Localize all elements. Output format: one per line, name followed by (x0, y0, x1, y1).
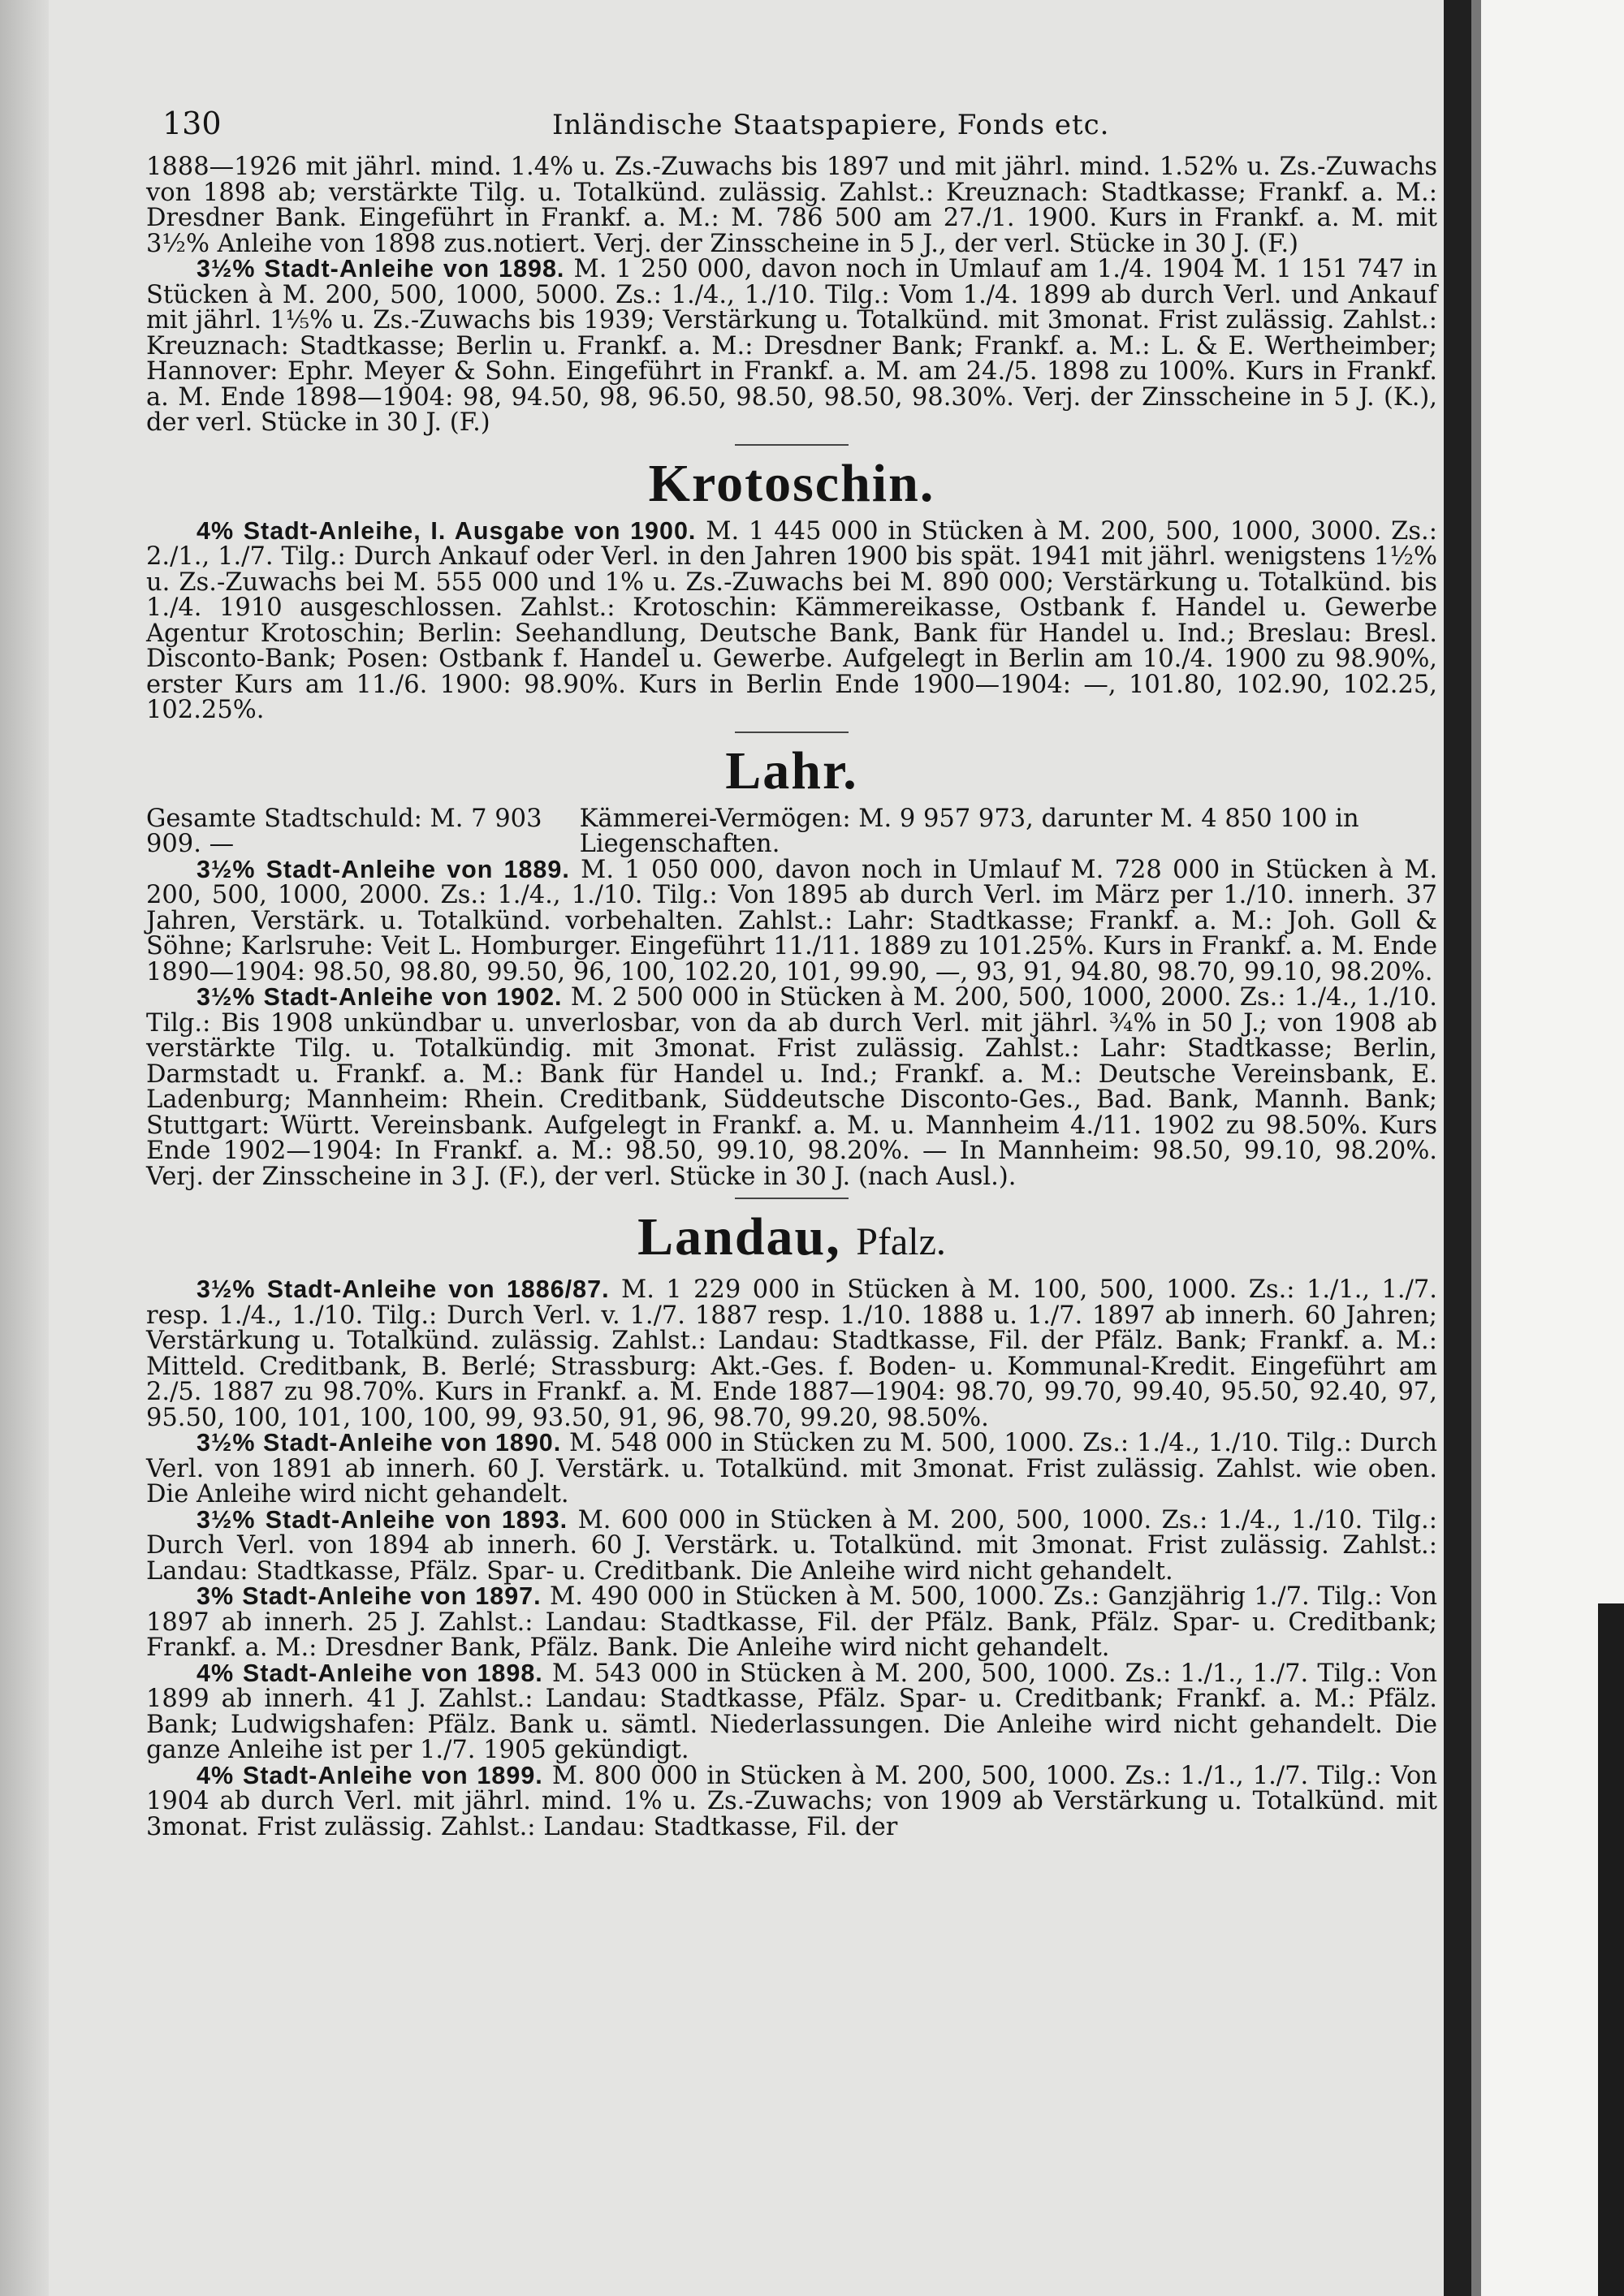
loan-title: 3½% Stadt-Anleihe von 1898. (197, 255, 565, 283)
book-binding-edge (1471, 0, 1481, 2296)
loan-text: M. 1 445 000 in Stücken à M. 200, 500, 1000, 3000. Zs.: 2./1., 1./7. Tilg.: Durch Ankauf oder Verl. in den Jahren 1900 bis spät. 1941 mit jährl. wenigstens 1½% u. Zs.-Zuwachs bei M. 555 000 und 1% u. Zs.-Zuwachs bei M. 890 000; Verstärkung u. Totalkünd. bis 1./4. 1910 ausgeschlossen. Zahlst.: Krotoschin: Kämmereikasse, Ostbank f. Handel u. Gewerbe Agentur Krotoschin; Berlin: Seehandlung, Deutsche Bank, Bank für Handel u. Ind.; Breslau: Bresl. Disconto-Bank; Posen: Ostbank f. Handel u. Gewerbe. Aufgelegt in Berlin am 10./4. 1900 zu 98.90%, erster Kurs am 11./6. 1900: 98.90%. Kurs in Berlin Ende 1900—1904: —, 101.80, 102.90, 102.25, 102.25%. (146, 516, 1437, 724)
running-title: Inländische Staatspapiere, Fonds etc. (552, 109, 1110, 141)
loan-title: 3% Stadt-Anleihe von 1897. (197, 1582, 542, 1610)
loan-title: 3½% Stadt-Anleihe von 1902. (197, 983, 563, 1011)
section-divider (735, 1198, 849, 1199)
loan-title: 4% Stadt-Anleihe, I. Ausgabe von 1900. (197, 516, 697, 545)
loan-entry (146, 516, 1437, 724)
page-header (146, 97, 1437, 154)
loan-entry (146, 985, 1437, 1189)
page-number: 130 (162, 106, 222, 141)
loan-title: 4% Stadt-Anleihe von 1898. (197, 1659, 543, 1687)
loan-entry (146, 1763, 1437, 1841)
loan-entry (146, 1661, 1437, 1763)
loan-text: M. 543 000 in Stücken à M. 200, 500, 1000. Zs.: 1./1., 1./7. Tilg.: Von 1899 ab innerh. 41 J. Zahlst.: Landau: Stadtkasse, Pfälz. Spar- u. Creditbank; Frankf. a. M.: Pfälz. Bank; Ludwigshafen: Pfälz. Bank u. sämtl. Niederlassungen. Die Anleihe wird nicht gehandelt. Die ganze Anleihe ist per 1./7. 1905 gekündigt. (146, 1659, 1437, 1764)
city-heading-landau (146, 1202, 1437, 1277)
loan-title: 3½% Stadt-Anleihe von 1890. (197, 1429, 562, 1457)
city-region: Pfalz. (856, 1220, 946, 1263)
debt-assets: Kämmerei-Vermögen: M. 9 957 973, darunter M. 4 850 100 in Liegenschaften. (579, 804, 1359, 858)
scan-edge-marker (1598, 1603, 1624, 2296)
city-debt-summary (146, 806, 1437, 857)
intro-paragraph: 1888—1926 mit jährl. mind. 1.4% u. Zs.-Zuwachs bis 1897 und mit jährl. mind. 1.52% u. Zs.-Zuwachs von 1898 ab; verstärkte Tilg. u. Totalkünd. zulässig. Zahlst.: Kreuznach: Stadtkasse; Frankf. a. M.: Dresdner Bank. Eingeführt in Frankf. a. M.: M. 786 500 am 27./1. 1900. Kurs in Frankf. a. M. mit 3½% Anleihe von 1898 zus.notiert. Verj. der Zinsscheine in 5 J., der verl. Stücke in 30 J. (F.) (146, 153, 1437, 258)
section-divider (735, 444, 849, 446)
debt-label: Gesamte Stadtschuld: M. 7 903 909. — (146, 804, 542, 858)
loan-entry (146, 257, 1437, 436)
book-binding-shadow (1444, 0, 1471, 2296)
scan-left-margin (0, 0, 49, 2296)
loan-text: M. 1 229 000 in Stücken à M. 100, 500, 1000. Zs.: 1./1., 1./7. resp. 1./4., 1./10. Tilg.: Durch Verl. v. 1./7. 1887 resp. 1./10. 1888 u. 1./7. 1897 ab innerh. 60 Jahren; Verstärkung u. Totalkünd. zulässig. Zahlst.: Landau: Stadtkasse, Fil. der Pfälz. Bank; Frankf. a. M.: Mitteld. Creditbank, B. Berlé; Strassburg: Akt.-Ges. f. Boden- u. Kommunal-Kredit. Eingeführt am 2./5. 1887 zu 98.70%. Kurs in Frankf. a. M. Ende 1887—1904: 98.70, 99.70, 99.40, 95.50, 92.40, 97, 95.50, 100, 101, 100, 100, 99, 93.50, 91, 96, 98.70, 99.20, 98.50%. (146, 1275, 1438, 1432)
loan-entry (146, 857, 1437, 986)
loan-entry (146, 1505, 1437, 1586)
loan-title: 3½% Stadt-Anleihe von 1886/87. (197, 1275, 610, 1303)
loan-title: 3½% Stadt-Anleihe von 1893. (197, 1505, 568, 1534)
loan-entry (146, 1277, 1437, 1431)
loan-text: M. 1 050 000, davon noch in Umlauf M. 728 000 in Stücken à M. 200, 500, 1000, 2000. Zs.: 1./4., 1./10. Tilg.: Von 1895 ab durch Verl. im März per 1./10. innerh. 37 Jahren, Verstärk. u. Totalkünd. vorbehalten. Zahlst.: Lahr: Stadtkasse; Frankf. a. M.: Joh. Goll & Söhne; Karlsruhe: Veit L. Homburger. Eingeführt 11./11. 1889 zu 101.25%. Kurs in Frankf. a. M. Ende 1890—1904: 98.50, 98.80, 99.50, 96, 100, 102.20, 101, 99.90, —, 93, 91, 94.80, 98.70, 99.10, 98.20%. (146, 855, 1438, 986)
loan-title: 4% Stadt-Anleihe von 1899. (197, 1761, 543, 1789)
loan-text: M. 800 000 in Stücken à M. 200, 500, 1000. Zs.: 1./1., 1./7. Tilg.: Von 1904 ab durch Verl. mit jährl. mind. 1% u. Zs.-Zuwachs; von 1909 ab Verstärkung u. Totalkünd. mit 3monat. Frist zulässig. Zahlst.: Landau: Stadtkasse, Fil. der (146, 1761, 1437, 1841)
book-page (146, 97, 1437, 1840)
loan-text: M. 2 500 000 in Stücken à M. 200, 500, 1000, 2000. Zs.: 1./4., 1./10. Tilg.: Bis 1908 unkündbar u. unverlosbar, von da ab durch Verl. mit jährl. ¾% in 50 J.; von 1908 ab verstärkte Tilg. u. Totalkündig. mit 3monat. Frist zulässig. Zahlst.: Lahr: Stadtkasse; Berlin, Darmstadt u. Frankf. a. M.: Bank für Handel u. Ind.; Frankf. a. M.: Deutsche Vereinsbank, E. Ladenburg; Mannheim: Rhein. Creditbank, Süddeutsche Disconto-Ges., Bad. Bank, Mannh. Bank; Stuttgart: Württ. Vereinsbank. Aufgelegt in Frankf. a. M. u. Mannheim 4./11. 1902 zu 98.50%. Kurs Ende 1902—1904: In Frankf. a. M.: 98.50, 99.10, 98.20%. — In Mannheim: 98.50, 99.10, 98.20%. Verj. der Zinsscheine in 3 J. (F.), der verl. Stücke in 30 J. (nach Ausl.). (146, 983, 1437, 1191)
loan-entry (146, 1431, 1437, 1508)
loan-title: 3½% Stadt-Anleihe von 1889. (197, 855, 570, 883)
loan-text: M. 548 000 in Stücken zu M. 500, 1000. Zs.: 1./4., 1./10. Tilg.: Durch Verl. von 1891 ab innerh. 60 J. Verstärk. u. Totalkünd. mit 3monat. Frist zulässig. Zahlst. wie oben. Die Anleihe wird nicht gehandelt. (146, 1429, 1437, 1508)
city-name: Landau, (637, 1207, 841, 1267)
city-heading-lahr: Lahr. (725, 740, 858, 801)
section-divider (735, 732, 849, 733)
loan-text: M. 1 250 000, davon noch in Umlauf am 1./4. 1904 M. 1 151 747 in Stücken à M. 200, 500, 1000, 5000. Zs.: 1./4., 1./10. Tilg.: Vom 1./4. 1899 ab durch Verl. und Ankauf mit jährl. 1⅕% u. Zs.-Zuwachs bis 1939; Verstärkung u. Totalkünd. mit 3monat. Frist zulässig. Zahlst.: Kreuznach: Stadtkasse; Berlin u. Frankf. a. M.: Dresdner Bank; Frankf. a. M.: L. & E. Wertheimber; Hannover: Ephr. Meyer & Sohn. Eingeführt in Frankf. a. M. am 24./5. 1898 zu 100%. Kurs in Frankf. a. M. Ende 1898—1904: 98, 94.50, 98, 96.50, 98.50, 98.50, 98.30%. Verj. der Zinsscheine in 5 J. (K.), der verl. Stücke in 30 J. (F.) (146, 255, 1437, 437)
city-heading-krotoschin: Krotoschin. (648, 453, 935, 513)
loan-text: M. 490 000 in Stücken à M. 500, 1000. Zs.: Ganzjährig 1./7. Tilg.: Von 1897 ab innerh. 25 J. Zahlst.: Landau: Stadtkasse, Fil. der Pfälz. Bank, Pfälz. Spar- u. Creditbank; Frankf. a. M.: Dresdner Bank, Pfälz. Bank. Die Anleihe wird nicht gehandelt. (146, 1582, 1437, 1662)
loan-text: M. 600 000 in Stücken à M. 200, 500, 1000. Zs.: 1./4., 1./10. Tilg.: Durch Verl. von 1894 ab innerh. 60 J. Verstärk. u. Totalkünd. mit 3monat. Frist zulässig. Zahlst.: Landau: Stadtkasse, Pfälz. Spar- u. Creditbank. Die Anleihe wird nicht gehandelt. (146, 1505, 1437, 1586)
loan-entry (146, 1584, 1437, 1661)
